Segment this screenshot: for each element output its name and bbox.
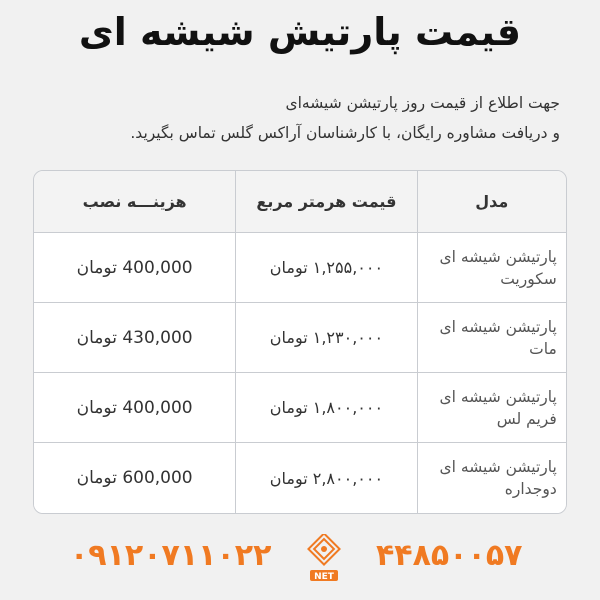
installation-cell xyxy=(34,443,235,513)
table-row xyxy=(34,233,566,303)
model-cell xyxy=(417,373,566,442)
page-title: قیمت پارتیش شیشه ای xyxy=(78,10,522,54)
header-model: مدل xyxy=(417,171,566,232)
arax-glass-logo-icon xyxy=(304,534,344,584)
model-name: پارتیشن شیشه ای سکوریت xyxy=(439,247,557,288)
table-row xyxy=(34,373,566,443)
header-price-per-sqm: قیمت هرمتر مربع xyxy=(235,171,416,232)
model-cell xyxy=(417,233,566,302)
installation-cell xyxy=(34,373,235,442)
installation-value: 430,000 تومان xyxy=(76,327,193,348)
price-value: ۱,۸۰۰,۰۰۰ تومان xyxy=(269,398,384,417)
table-row xyxy=(34,443,566,513)
price-table xyxy=(33,170,567,514)
landline-number[interactable]: ۴۴۸۵۰۰۵۷ xyxy=(376,538,523,573)
model-name: پارتیشن شیشه ای دوجداره xyxy=(439,458,557,498)
table-header-row xyxy=(34,171,566,233)
installation-cell xyxy=(34,303,235,372)
logo-graphic xyxy=(304,534,344,584)
price-value: ۱,۲۳۰,۰۰۰ تومان xyxy=(269,328,384,347)
price-value: ۲,۸۰۰,۰۰۰ تومان xyxy=(269,468,384,488)
model-cell xyxy=(417,303,566,372)
installation-cell xyxy=(34,233,235,302)
price-cell xyxy=(235,443,416,513)
price-cell xyxy=(235,373,416,442)
table-row xyxy=(34,303,566,373)
header-installation: هزینـــه نصب xyxy=(82,192,187,211)
model-name: پارتیشن شیشه ای فریم لس xyxy=(439,387,557,428)
intro-line-2: و دریافت مشاوره رایگان، با کارشناسان آراکس گلس تماس بگیرید. xyxy=(130,124,560,142)
intro-text xyxy=(40,88,560,148)
installation-value: 600,000 تومان xyxy=(76,468,193,488)
logo-text: NET xyxy=(314,572,334,582)
intro-line-1: جهت اطلاع از قیمت روز پارتیشن شیشه‌ای xyxy=(285,94,560,112)
mobile-number[interactable]: ۰۹۱۲۰۷۱۱۰۲۲ xyxy=(70,538,272,573)
model-cell xyxy=(417,443,566,513)
model-name: پارتیشن شیشه ای مات xyxy=(439,317,557,358)
price-value: ۱,۲۵۵,۰۰۰ تومان xyxy=(269,258,384,277)
price-cell xyxy=(235,303,416,372)
installation-value: 400,000 تومان xyxy=(76,257,193,278)
installation-value: 400,000 تومان xyxy=(76,397,193,418)
contact-bar xyxy=(0,534,600,584)
price-cell xyxy=(235,233,416,302)
